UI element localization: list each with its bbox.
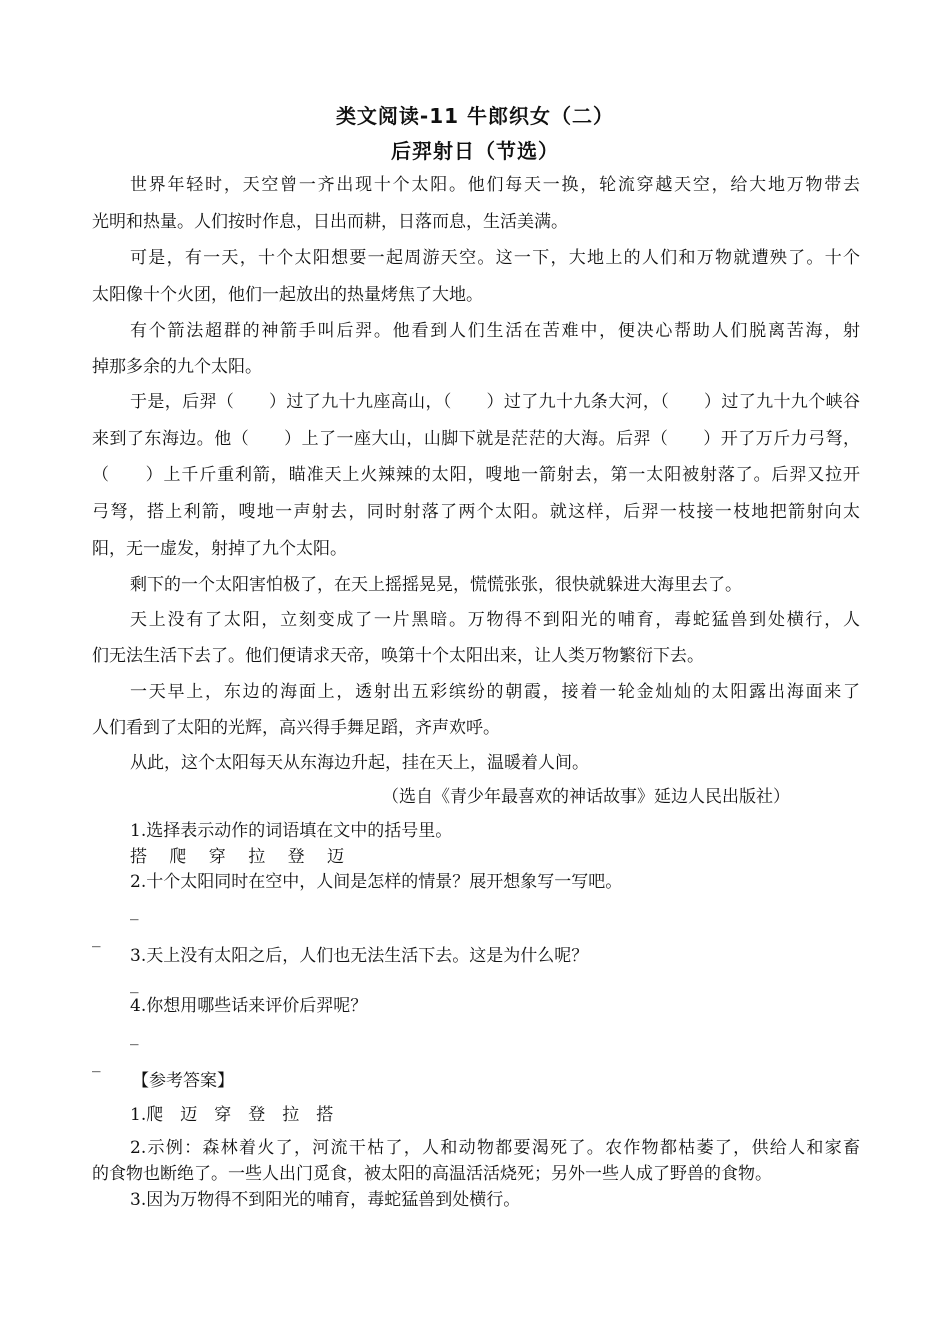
passage-line: 们无法生活下去了。他们便请求天帝，唤第十个太阳出来，让人类万物繁衍下去。: [92, 646, 704, 666]
passage-line: 光明和热量。人们按时作息，日出而耕，日落而息，生活美满。: [92, 212, 568, 232]
answer-blank[interactable]: _: [130, 901, 139, 921]
answer-2-continued: 的食物也断绝了。一些人出门觅食，被太阳的高温活活烧死；另外一些人成了野兽的食物。: [92, 1164, 772, 1184]
passage-line: 世界年轻时，天空曾一齐出现十个太阳。他们每天一换，轮流穿越天空，给大地万物带去: [130, 175, 860, 195]
question-3: 3.天上没有太阳之后，人们也无法生活下去。这是为什么呢？: [130, 946, 589, 966]
passage-line: 人们看到了太阳的光辉，高兴得手舞足蹈，齐声欢呼。: [92, 718, 500, 738]
passage-line: 从此，这个太阳每天从东海边升起，挂在天上，温暖着人间。: [130, 753, 589, 773]
passage-line: 一天早上，东边的海面上，透射出五彩缤纷的朝霞，接着一轮金灿灿的太阳露出海面来了: [130, 682, 860, 702]
answer-3: 3.因为万物得不到阳光的哺育，毒蛇猛兽到处横行。: [130, 1190, 521, 1210]
answer-1: 1.爬 迈 穿 登 拉 搭: [130, 1105, 334, 1125]
passage-line: 剩下的一个太阳害怕极了，在天上摇摇晃晃，慌慌张张，很快就躲进大海里去了。: [130, 575, 742, 595]
question-4: 4.你想用哪些话来评价后羿呢？: [130, 996, 368, 1016]
question-1-word-list: 搭 爬 穿 拉 登 迈: [130, 847, 345, 867]
answer-2: 2.示例：森林着火了，河流干枯了，人和动物都要渴死了。农作物都枯萎了，供给人和家畜: [130, 1138, 860, 1158]
question-2: 2.十个太阳同时在空中，人间是怎样的情景？展开想象写一写吧。: [130, 872, 623, 892]
passage-title: 后羿射日（节选）: [391, 139, 559, 163]
answer-blank[interactable]: _: [130, 974, 139, 994]
passage-line: 天上没有了太阳，立刻变成了一片黑暗。万物得不到阳光的哺育，毒蛇猛兽到处横行，人: [130, 610, 860, 630]
question-1: 1.选择表示动作的词语填在文中的括号里。: [130, 821, 453, 841]
passage-line: 掉那多余的九个太阳。: [92, 357, 262, 377]
answer-blank[interactable]: _: [92, 1053, 101, 1073]
passage-line: （ ）上千斤重利箭，瞄准天上火辣辣的太阳，嗖地一箭射去，第一太阳被射落了。后羿又拉开: [92, 465, 860, 485]
passage-line: 弓弩，搭上利箭，嗖地一声射去，同时射落了两个太阳。就这样，后羿一枝接一枝地把箭射向太: [92, 502, 860, 522]
passage-line: 阳，无一虚发，射掉了九个太阳。: [92, 539, 347, 559]
passage-source: （选自《青少年最喜欢的神话故事》延边人民出版社）: [382, 787, 790, 807]
passage-line: 太阳像十个火团，他们一起放出的热量烤焦了大地。: [92, 285, 483, 305]
passage-line: 有个箭法超群的神箭手叫后羿。他看到人们生活在苦难中，便决心帮助人们脱离苦海，射: [130, 321, 860, 341]
document-title: 类文阅读-11 牛郎织女（二）: [335, 104, 615, 128]
answers-heading: 【参考答案】: [132, 1071, 234, 1091]
passage-line: 可是，有一天，十个太阳想要一起周游天空。这一下，大地上的人们和万物就遭殃了。十个: [130, 248, 860, 268]
answer-blank[interactable]: _: [130, 1026, 139, 1046]
passage-line: 来到了东海边。他（ ）上了一座大山，山脚下就是茫茫的大海。后羿（ ）开了万斤力弓弩，: [92, 429, 860, 449]
answer-blank[interactable]: _: [92, 928, 101, 948]
passage-line: 于是，后羿（ ）过了九十九座高山，（ ）过了九十九条大河，（ ）过了九十九个峡谷: [130, 392, 860, 412]
